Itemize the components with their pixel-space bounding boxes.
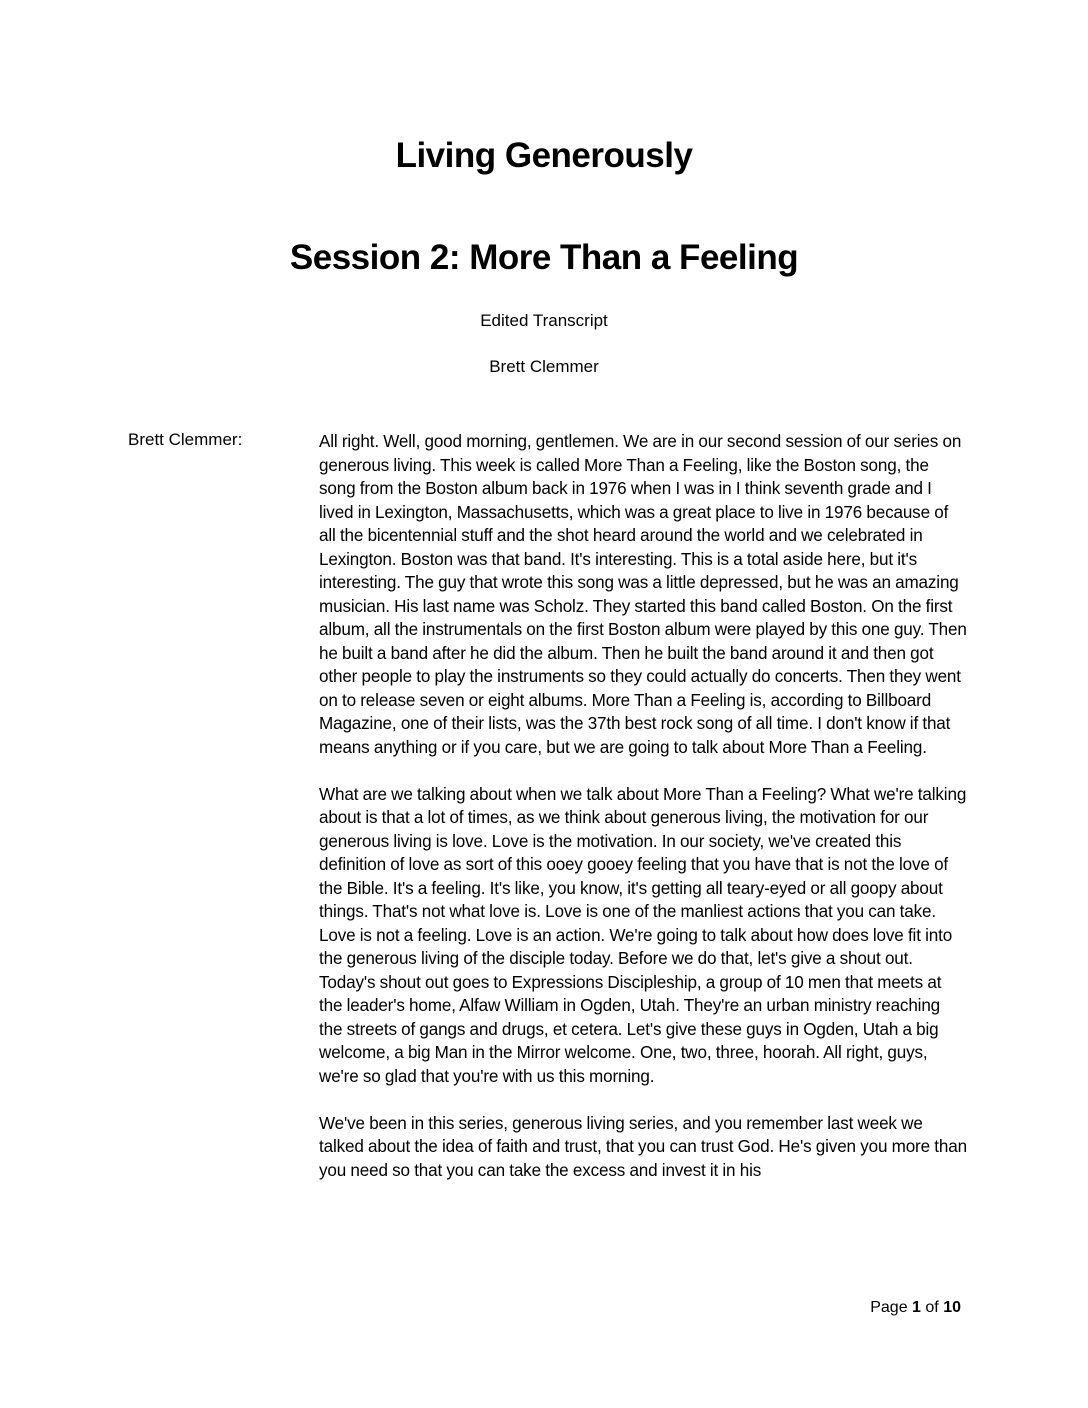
session-title: Session 2: More Than a Feeling — [289, 238, 799, 277]
transcript-paragraph: What are we talking about when we talk about More Than a Feeling? What we're talking about is that a lot of times, as we think about generous living, the motivation for our generous living is love. Love is the motivation. In our society, we've created this definition of love as sort of this ooey gooey feeling that you have that is not the love of the Bible. It's a feeling. It's like, you know, it's getting all teary-eyed or all goopy about things. That's not what love is. Love is one of the manliest actions that you can take. Love is not a feeling. Love is an action. We're going to talk about how does love fit into the generous living of the disciple today. Before we do that, let's give a shout out. Today's shout out goes to Expressions Discipleship, a group of 10 men that meets at the leader's home, Alfaw William in Ogden, Utah. They're an urban ministry reaching the streets of gangs and drugs, et cetera. Let's give these guys in Ogden, Utah a big welcome, a big Man in the Mirror welcome. One, two, three, hoorah. All right, guys, we're so glad that you're with us this morning. — [319, 784, 967, 1086]
document-title: Living Generously — [395, 136, 693, 175]
transcript-body — [319, 430, 967, 1206]
of-label: of — [925, 1299, 939, 1316]
document-author: Brett Clemmer — [489, 357, 599, 376]
page-label: Page — [870, 1299, 908, 1316]
page-total: 10 — [943, 1299, 961, 1316]
document-subtitle: Edited Transcript — [480, 311, 608, 330]
speaker-label: Brett Clemmer: — [128, 430, 243, 449]
transcript-paragraph: All right. Well, good morning, gentlemen. We are in our second session of our series on generous living. This week is called More Than a Feeling, like the Boston song, the song from the Boston album back in 1976 when I was in I think seventh grade and I lived in Lexington, Massachusetts, which was a great place to live in 1976 because of all the bicentennial stuff and the shot heard around the world and we celebrated in Lexington. Boston was that band. It's interesting. This is a total aside here, but it's interesting. The guy that wrote this song was a little depressed, but he was an amazing musician. His last name was Scholz. They started this band called Boston. On the first album, all the instrumentals on the first Boston album were played by this one guy. Then he built a band after he did the album. Then he built the band around it and then got other people to play the instruments so they could actually do concerts. Then they went on to release seven or eight albums. More Than a Feeling is, according to Billboard Magazine, one of their lists, was the 37th best rock song of all time. I don't know if that means anything or if you care, but we are going to talk about More Than a Feeling. — [319, 432, 967, 757]
transcript-paragraph: We've been in this series, generous living series, and you remember last week we talked about the idea of faith and trust, that you can trust God. He's given you more than you need so that you can take the excess and invest it in his — [319, 1113, 967, 1180]
page-footer — [870, 1299, 961, 1317]
page-number: 1 — [912, 1299, 921, 1316]
